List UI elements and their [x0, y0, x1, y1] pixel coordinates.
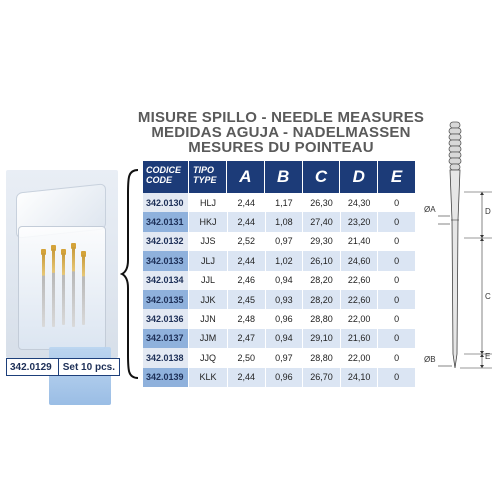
header-code-line-1: CODICE [146, 165, 182, 175]
cell-d: 24,10 [340, 368, 378, 387]
cell-type: HKJ [188, 212, 227, 231]
cell-code: 342.0132 [143, 232, 188, 251]
cell-e: 0 [377, 212, 415, 231]
needle [42, 253, 45, 327]
label-c: C [485, 292, 491, 301]
cell-a: 2,45 [227, 290, 265, 309]
product-code-label [6, 358, 120, 376]
cell-b: 0,94 [265, 271, 303, 290]
label-d: D [485, 207, 491, 216]
header-code-line-2: CODE [146, 175, 173, 185]
cell-d: 23,20 [340, 212, 378, 231]
cell-e: 0 [377, 348, 415, 367]
table-header [143, 161, 415, 193]
needle-head-icon [449, 122, 461, 170]
cell-c: 26,10 [302, 251, 340, 270]
cell-b: 0,97 [265, 348, 303, 367]
table-row [143, 271, 415, 290]
cell-b: 0,94 [265, 329, 303, 348]
table-row [143, 290, 415, 309]
title-line-1: MISURE SPILLO - NEEDLE MEASURES [137, 109, 425, 126]
needle [62, 253, 65, 325]
cell-code: 342.0135 [143, 290, 188, 309]
box-base-insert [49, 347, 111, 405]
cell-code: 342.0134 [143, 271, 188, 290]
measures-table [143, 161, 415, 387]
cell-d: 24,60 [340, 251, 378, 270]
header-code [143, 161, 188, 193]
cell-code: 342.0137 [143, 329, 188, 348]
cell-c: 28,20 [302, 271, 340, 290]
cell-a: 2,52 [227, 232, 265, 251]
cell-a: 2,44 [227, 251, 265, 270]
cell-d: 22,60 [340, 271, 378, 290]
cell-type: KLK [188, 368, 227, 387]
table-row [143, 193, 415, 212]
cell-type: JJM [188, 329, 227, 348]
cell-d: 22,00 [340, 309, 378, 328]
cell-c: 29,30 [302, 232, 340, 251]
cell-type: HLJ [188, 193, 227, 212]
brace-icon [120, 168, 140, 380]
cell-b: 1,17 [265, 193, 303, 212]
page-title [136, 110, 426, 155]
needle [52, 249, 55, 327]
cell-code: 342.0136 [143, 309, 188, 328]
cell-c: 29,10 [302, 329, 340, 348]
cell-type: JJK [188, 290, 227, 309]
needle-diagram [412, 120, 500, 378]
title-line-3: MESURES DU POINTEAU [188, 139, 374, 156]
label-diameter-b: ØB [424, 355, 436, 364]
cell-b: 1,02 [265, 251, 303, 270]
needle [72, 247, 75, 327]
cell-b: 0,96 [265, 309, 303, 328]
cell-c: 28,80 [302, 348, 340, 367]
cell-c: 28,20 [302, 290, 340, 309]
table-row [143, 368, 415, 387]
needle-shaft-icon [450, 170, 460, 368]
header-type-line-1: TIPO [193, 165, 215, 175]
cell-c: 27,40 [302, 212, 340, 231]
cell-code: 342.0130 [143, 193, 188, 212]
cell-c: 28,80 [302, 309, 340, 328]
needle [82, 255, 85, 325]
cell-code: 342.0139 [143, 368, 188, 387]
cell-d: 22,00 [340, 348, 378, 367]
cell-type: JJQ [188, 348, 227, 367]
header-a: A [226, 161, 264, 193]
header-type-line-2: TYPE [193, 175, 217, 185]
cell-c: 26,70 [302, 368, 340, 387]
cell-a: 2,48 [227, 309, 265, 328]
table-row [143, 212, 415, 231]
cell-a: 2,46 [227, 271, 265, 290]
cell-a: 2,44 [227, 368, 265, 387]
cell-code: 342.0131 [143, 212, 188, 231]
cell-d: 21,60 [340, 329, 378, 348]
cell-b: 0,97 [265, 232, 303, 251]
table-row [143, 309, 415, 328]
header-type [188, 161, 226, 193]
cell-code: 342.0138 [143, 348, 188, 367]
header-e: E [377, 161, 415, 193]
header-c: C [302, 161, 340, 193]
cell-b: 0,93 [265, 290, 303, 309]
cell-a: 2,47 [227, 329, 265, 348]
cell-d: 21,40 [340, 232, 378, 251]
cell-a: 2,44 [227, 212, 265, 231]
cell-type: JLJ [188, 251, 227, 270]
table-row [143, 232, 415, 251]
cell-e: 0 [377, 290, 415, 309]
box-body [18, 226, 106, 350]
cell-a: 2,44 [227, 193, 265, 212]
cell-e: 0 [377, 329, 415, 348]
cell-e: 0 [377, 368, 415, 387]
cell-type: JJL [188, 271, 227, 290]
cell-e: 0 [377, 309, 415, 328]
cell-type: JJS [188, 232, 227, 251]
product-code: 342.0129 [7, 359, 59, 375]
cell-type: JJN [188, 309, 227, 328]
table-row [143, 329, 415, 348]
header-d: D [339, 161, 377, 193]
cell-e: 0 [377, 271, 415, 290]
cell-b: 1,08 [265, 212, 303, 231]
cell-e: 0 [377, 193, 415, 212]
cell-e: 0 [377, 232, 415, 251]
cell-d: 22,60 [340, 290, 378, 309]
cell-code: 342.0133 [143, 251, 188, 270]
table-row [143, 251, 415, 270]
cell-c: 26,30 [302, 193, 340, 212]
label-diameter-a: ØA [424, 205, 436, 214]
table-body [143, 193, 415, 387]
cell-d: 24,30 [340, 193, 378, 212]
label-e: E [485, 352, 491, 361]
cell-b: 0,96 [265, 368, 303, 387]
product-description: Set 10 pcs. [62, 361, 115, 373]
header-b: B [264, 161, 302, 193]
cell-e: 0 [377, 251, 415, 270]
product-photo [6, 170, 118, 358]
title-line-2: MEDIDAS AGUJA - NADELMASSEN [151, 124, 411, 141]
table-row [143, 348, 415, 367]
cell-a: 2,50 [227, 348, 265, 367]
